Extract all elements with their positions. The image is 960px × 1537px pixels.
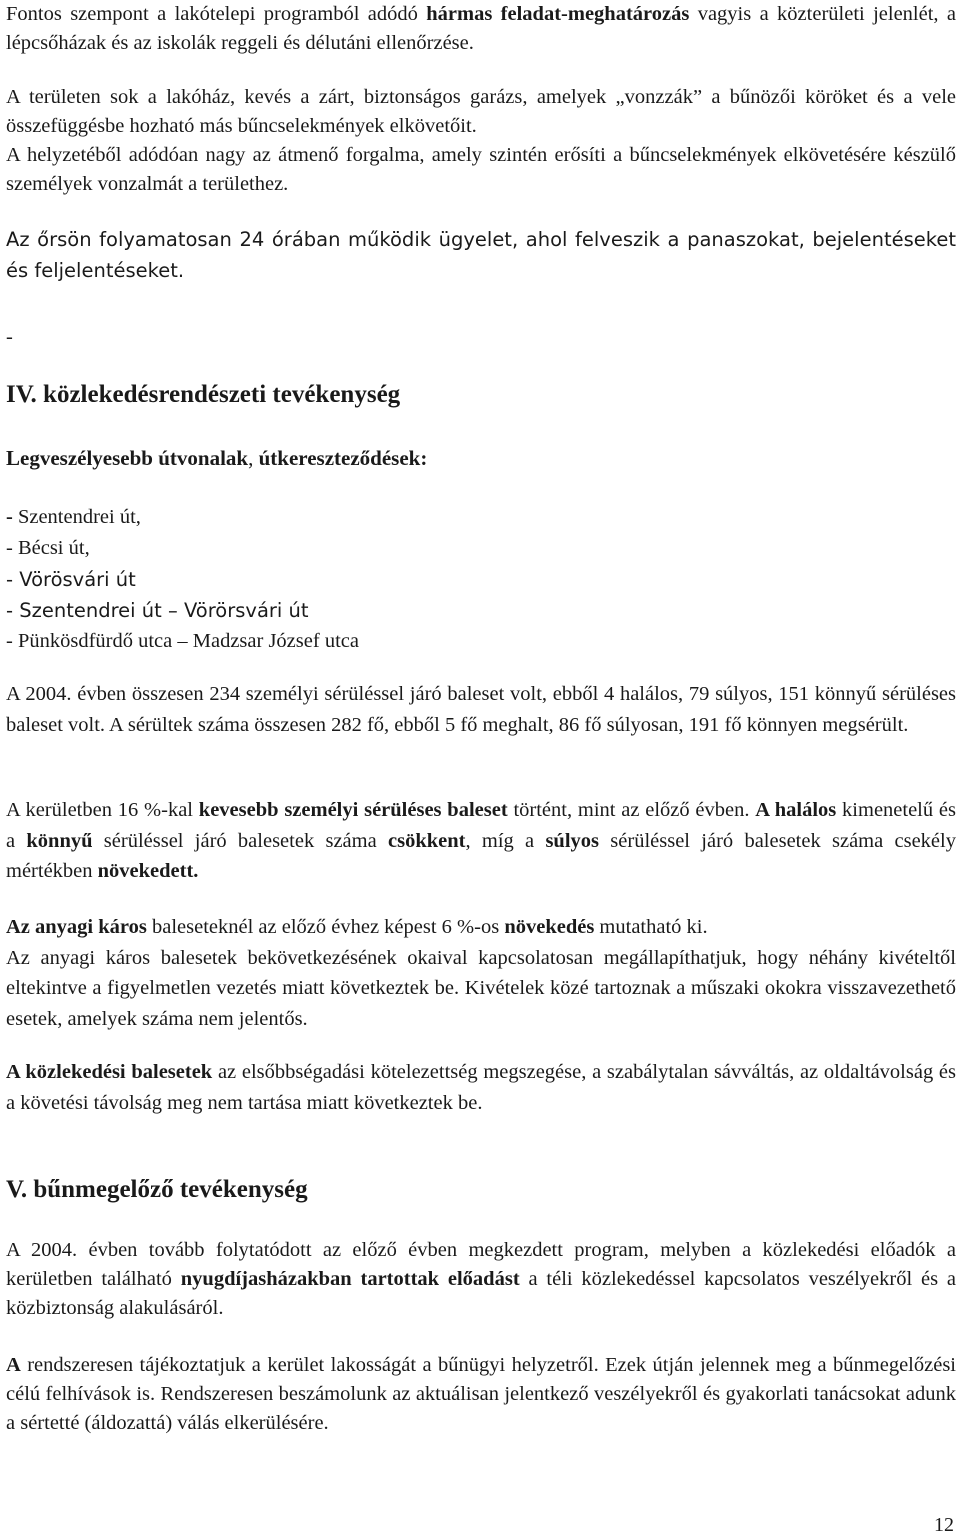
list-item: [6, 564, 956, 595]
text-run: mutatható ki.: [594, 916, 708, 938]
list-item: [6, 502, 956, 533]
text-run: a téli közlekedéssel kapcsolatos veszélyekről és a közbiztonság alakulásáról.: [6, 1268, 957, 1319]
text-run: rendszeresen tájékoztatjuk a kerület lakosságát a bűnügyi helyzetről. Ezek útján jelennek meg a bűnmegelőzési célú felhívások is. Rendszeresen beszámolunk az aktuálisan jelentkező veszélyekről és gyakorlati tanácsokat adunk a sértetté (áldozattá) válás elkerülésére.: [6, 1354, 956, 1434]
list-item-text: Vörösvári út: [13, 568, 136, 591]
text-run: Fontos szempont a lakótelepi programból adódó: [6, 3, 418, 25]
list-item-text: Pünkösdfürdő utca – Madzsar József utca: [12, 630, 359, 652]
bold-run: nyugdíjasházakban tartottak előadást: [180, 1268, 520, 1290]
subheading-part: útkereszteződések:: [258, 446, 428, 470]
paragraph-lecture-program: [6, 1236, 956, 1323]
section-heading-traffic: IV. közlekedésrendészeti tevékenység: [6, 381, 401, 408]
list-item: [6, 595, 956, 626]
paragraph-duty-service: [6, 224, 956, 286]
stray-dash: -: [6, 326, 13, 348]
paragraph-program-tasks: [6, 0, 956, 58]
bold-run: súlyos: [545, 829, 600, 852]
text-run: az elsőbbségadási kötelezettség megszegése, a szabálytalan sávváltás, az oldaltávolság és a követési távolság meg nem tartása miatt következtek be.: [6, 1061, 956, 1114]
bold-run: növekedés: [504, 916, 595, 938]
text-run: baleseteknél az előző évhez képest 6 %-os: [146, 916, 505, 938]
bold-run: könnyű: [26, 829, 93, 852]
subheading-separator: ,: [248, 446, 259, 470]
text-run: kimenetelű és a: [6, 799, 956, 852]
paragraph-area-risks: [6, 83, 956, 199]
bold-run: hármas feladat-meghatározás: [426, 3, 690, 25]
paragraph-material-damage: [6, 912, 956, 1034]
text-run: sérüléssel járó balesetek száma csekély mértékben: [6, 829, 956, 882]
text-run: A területen sok a lakóház, kevés a zárt, biztonságos garázs, amelyek „vonzzák” a bűnözői köröket és a vele összefüggésbe hozható más bűncselekmények elkövetőit.: [6, 86, 956, 137]
list-item-text: Bécsi út,: [12, 537, 90, 559]
bold-run: A halálos: [755, 799, 837, 821]
bold-run: csökkent: [388, 829, 466, 852]
text-run: vagyis a közterületi jelenlét, a lépcsőházak és az iskolák reggeli és délutáni ellenőrzése.: [6, 3, 956, 54]
text-run: történt, mint az előző évben.: [507, 799, 756, 821]
list-dash: -: [6, 537, 13, 559]
text-run: , míg a: [465, 829, 546, 852]
paragraph-public-information: [6, 1351, 956, 1438]
bold-run: A: [6, 1354, 21, 1376]
list-item-text: Szentendrei út,: [12, 506, 141, 528]
list-dash: -: [6, 568, 14, 591]
subheading-dangerous-routes: [6, 443, 956, 473]
text-run: A 2004. évben összesen 234 személyi sérüléssel járó baleset volt, ebből 4 halálos, 79 súlyos, 151 könnyű sérüléses baleset volt. A sérültek száma összesen 282 fő, ebből 5 fő meghalt, 86 fő súlyosan, 191 fő könnyen megsérült.: [6, 683, 956, 736]
list-dash: -: [6, 506, 13, 528]
section-heading-prevention: V. bűnmegelőző tevékenység: [6, 1176, 308, 1203]
list-dash: -: [6, 599, 14, 622]
text-run: A 2004. évben tovább folytatódott az előző évben megkezdett program, melyben a közlekedési előadók a kerületben található: [6, 1239, 956, 1290]
text-run: Az őrsön folyamatosan 24 órában működik ügyelet, ahol felveszik a panaszokat, bejelentéseket és feljelentéseket.: [6, 228, 956, 282]
list-dash: -: [6, 630, 13, 652]
page-number: 12: [934, 1514, 954, 1536]
paragraph-accident-causes: [6, 1057, 956, 1118]
list-item: [6, 533, 956, 564]
text-run: A helyzetéből adódóan nagy az átmenő forgalma, amely szintén erősíti a bűncselekmények elkövetésére készülő személyek vonzalmát a területhez.: [6, 144, 956, 195]
subheading-part: Legveszélyesebb útvonalak: [6, 446, 249, 470]
text-run: Az anyagi káros balesetek bekövetkezésének okaival kapcsolatosan megállapíthatjuk, hogy néhány kivételtől eltekintve a figyelmetlen vezetés miatt következtek be. Kivételek közé tartoznak a műszaki okokra visszavezethető esetek, amelyek száma nem jelentős.: [6, 946, 956, 1030]
bold-run: növekedett.: [97, 860, 199, 882]
route-list: [6, 502, 956, 657]
list-item-text: Szentendrei út – Vörörsvári út: [13, 599, 309, 622]
bold-run: Az anyagi káros: [6, 916, 147, 938]
paragraph-accident-stats: [6, 679, 956, 740]
paragraph-accident-change: [6, 795, 956, 887]
bold-run: A közlekedési balesetek: [6, 1061, 213, 1083]
text-run: sérüléssel járó balesetek száma: [92, 829, 388, 852]
list-item: [6, 626, 956, 657]
text-run: A kerületben 16 %-kal: [6, 799, 199, 821]
bold-run: kevesebb személyi sérüléses baleset: [198, 799, 508, 821]
